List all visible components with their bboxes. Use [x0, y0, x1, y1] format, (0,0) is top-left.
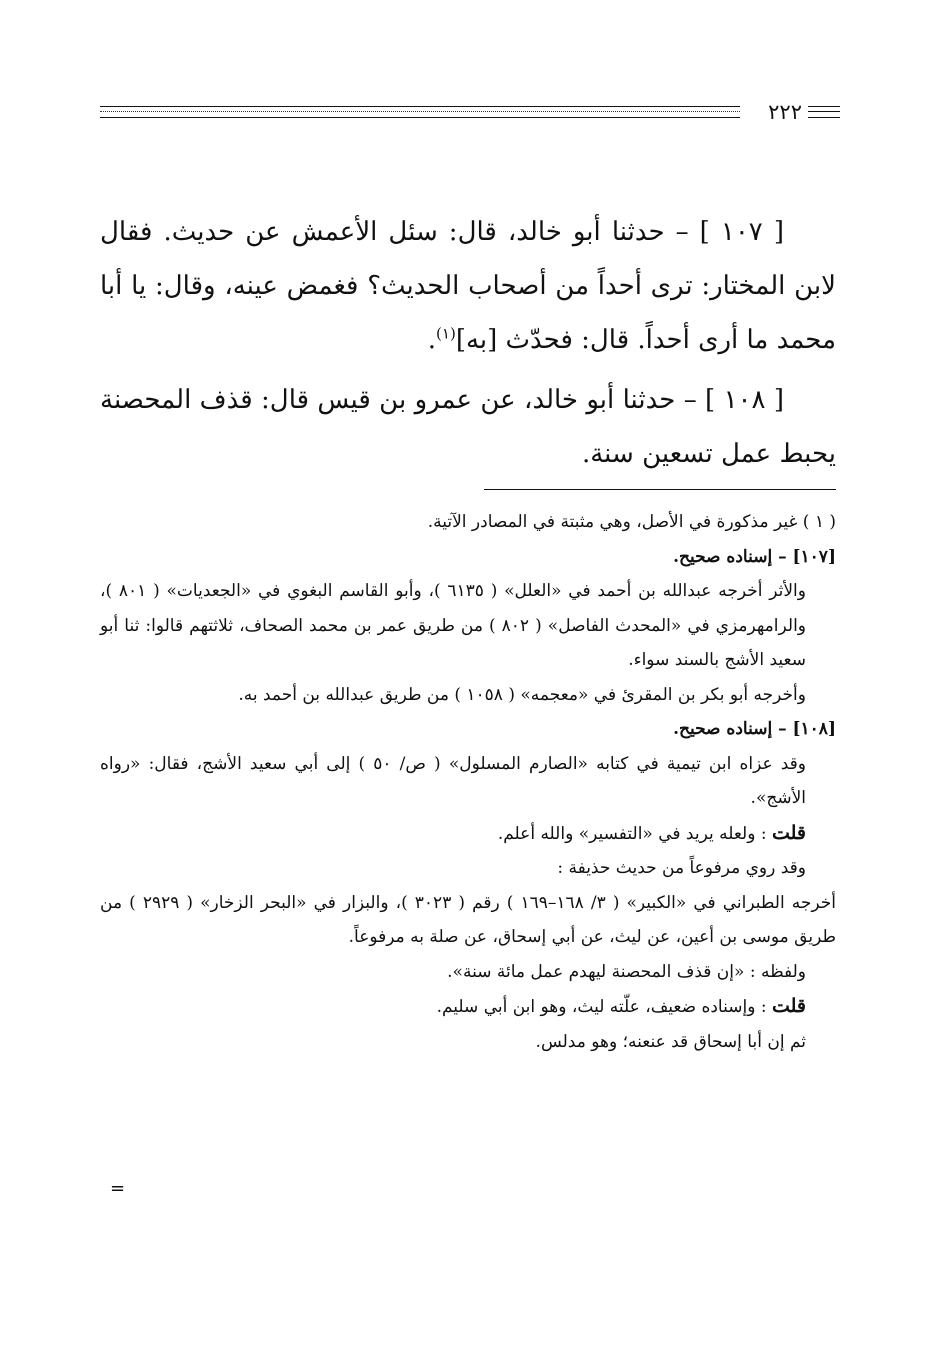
- note-107-heading: [١٠٧] – إسناده صحيح.: [673, 546, 836, 567]
- footnotes: [100, 505, 836, 1059]
- narration-107-text: [ ١٠٧ ] – حدثنا أبو خالد، قال: سئل الأعمش عن حديث. فقال لابن المختار: ترى أحداً من أصحاب الحديث؟ فغمض عينه، وقال: يا أبا محمد ما أرى أحداً. قال: فحدّث [به]: [100, 217, 836, 355]
- page-header: [100, 100, 840, 124]
- main-text: [100, 205, 836, 487]
- header-rule-right: [808, 106, 840, 118]
- note-107-takhrij: والأثر أخرجه عبدالله بن أحمد في «العلل» ( ٦١٣٥ )، وأبو القاسم البغوي في «الجعديات» ( ٨٠١ )، والرامهرمزي في «المحدث الفاصل» ( ٨٠٢ ) من طريق عمر بن محمد الصحاف، ثلاثتهم قالوا: ثنا أبو سعيد الأشج بالسند سواء.: [100, 581, 806, 670]
- note-107-takhrij-2: وأخرجه أبو بكر بن المقرئ في «معجمه» ( ١٠٥٨ ) من طريق عبدالله بن أحمد به.: [238, 684, 806, 705]
- qult-label: قلت: [771, 821, 806, 844]
- footnote-ref-1: (١): [436, 324, 456, 343]
- narration-108: [ ١٠٨ ] – حدثنا أبو خالد، عن عمرو بن قيس قال: قذف المحصنة يحبط عمل تسعين سنة.: [100, 385, 836, 469]
- narration-107: [100, 205, 836, 367]
- note-108-grading: [100, 989, 836, 1025]
- note-108-marfu: وقد روي مرفوعاً من حديث حذيفة :: [557, 858, 806, 878]
- continuation-mark: =: [110, 1178, 126, 1199]
- note-108-grading-text: : وإسناده ضعيف، علّته ليث، وهو ابن أبي سليم.: [436, 997, 767, 1017]
- narration-107-end: .: [427, 325, 437, 355]
- note-108-tadlis: ثم إن أبا إسحاق قد عنعنه؛ وهو مدلس.: [535, 1031, 806, 1052]
- note-108-takhrij: أخرجه الطبراني في «الكبير» ( ٣/ ١٦٨–١٦٩ ) رقم ( ٣٠٢٣ )، والبزار في «البحر الزخار» ( ٢٩٢٩ ) من طريق موسى بن أعين، عن ليث، عن أبي إسحاق، عن صلة به مرفوعاً.: [100, 892, 836, 947]
- header-rule-left: [100, 106, 740, 118]
- footnote-1: ( ١ ) غير مذكورة في الأصل، وهي مثبتة في المصادر الآتية.: [427, 512, 836, 532]
- note-108-comment-text: : ولعله يريد في «التفسير» والله أعلم.: [497, 823, 767, 844]
- note-108-heading: [١٠٨] – إسناده صحيح.: [673, 719, 836, 739]
- footnote-separator: [484, 489, 836, 490]
- note-108-wording: ولفظه : «إن قذف المحصنة ليهدم عمل مائة سنة».: [447, 961, 806, 982]
- note-108-comment: [100, 816, 836, 852]
- page-number: ٢٢٢: [768, 100, 802, 124]
- qult-label-2: قلت: [771, 995, 806, 1017]
- note-108-attribution: وقد عزاه ابن تيمية في كتابه «الصارم المسلول» ( ص/ ٥٠ ) إلى أبي سعيد الأشج، فقال: «رواه الأشج».: [100, 753, 806, 808]
